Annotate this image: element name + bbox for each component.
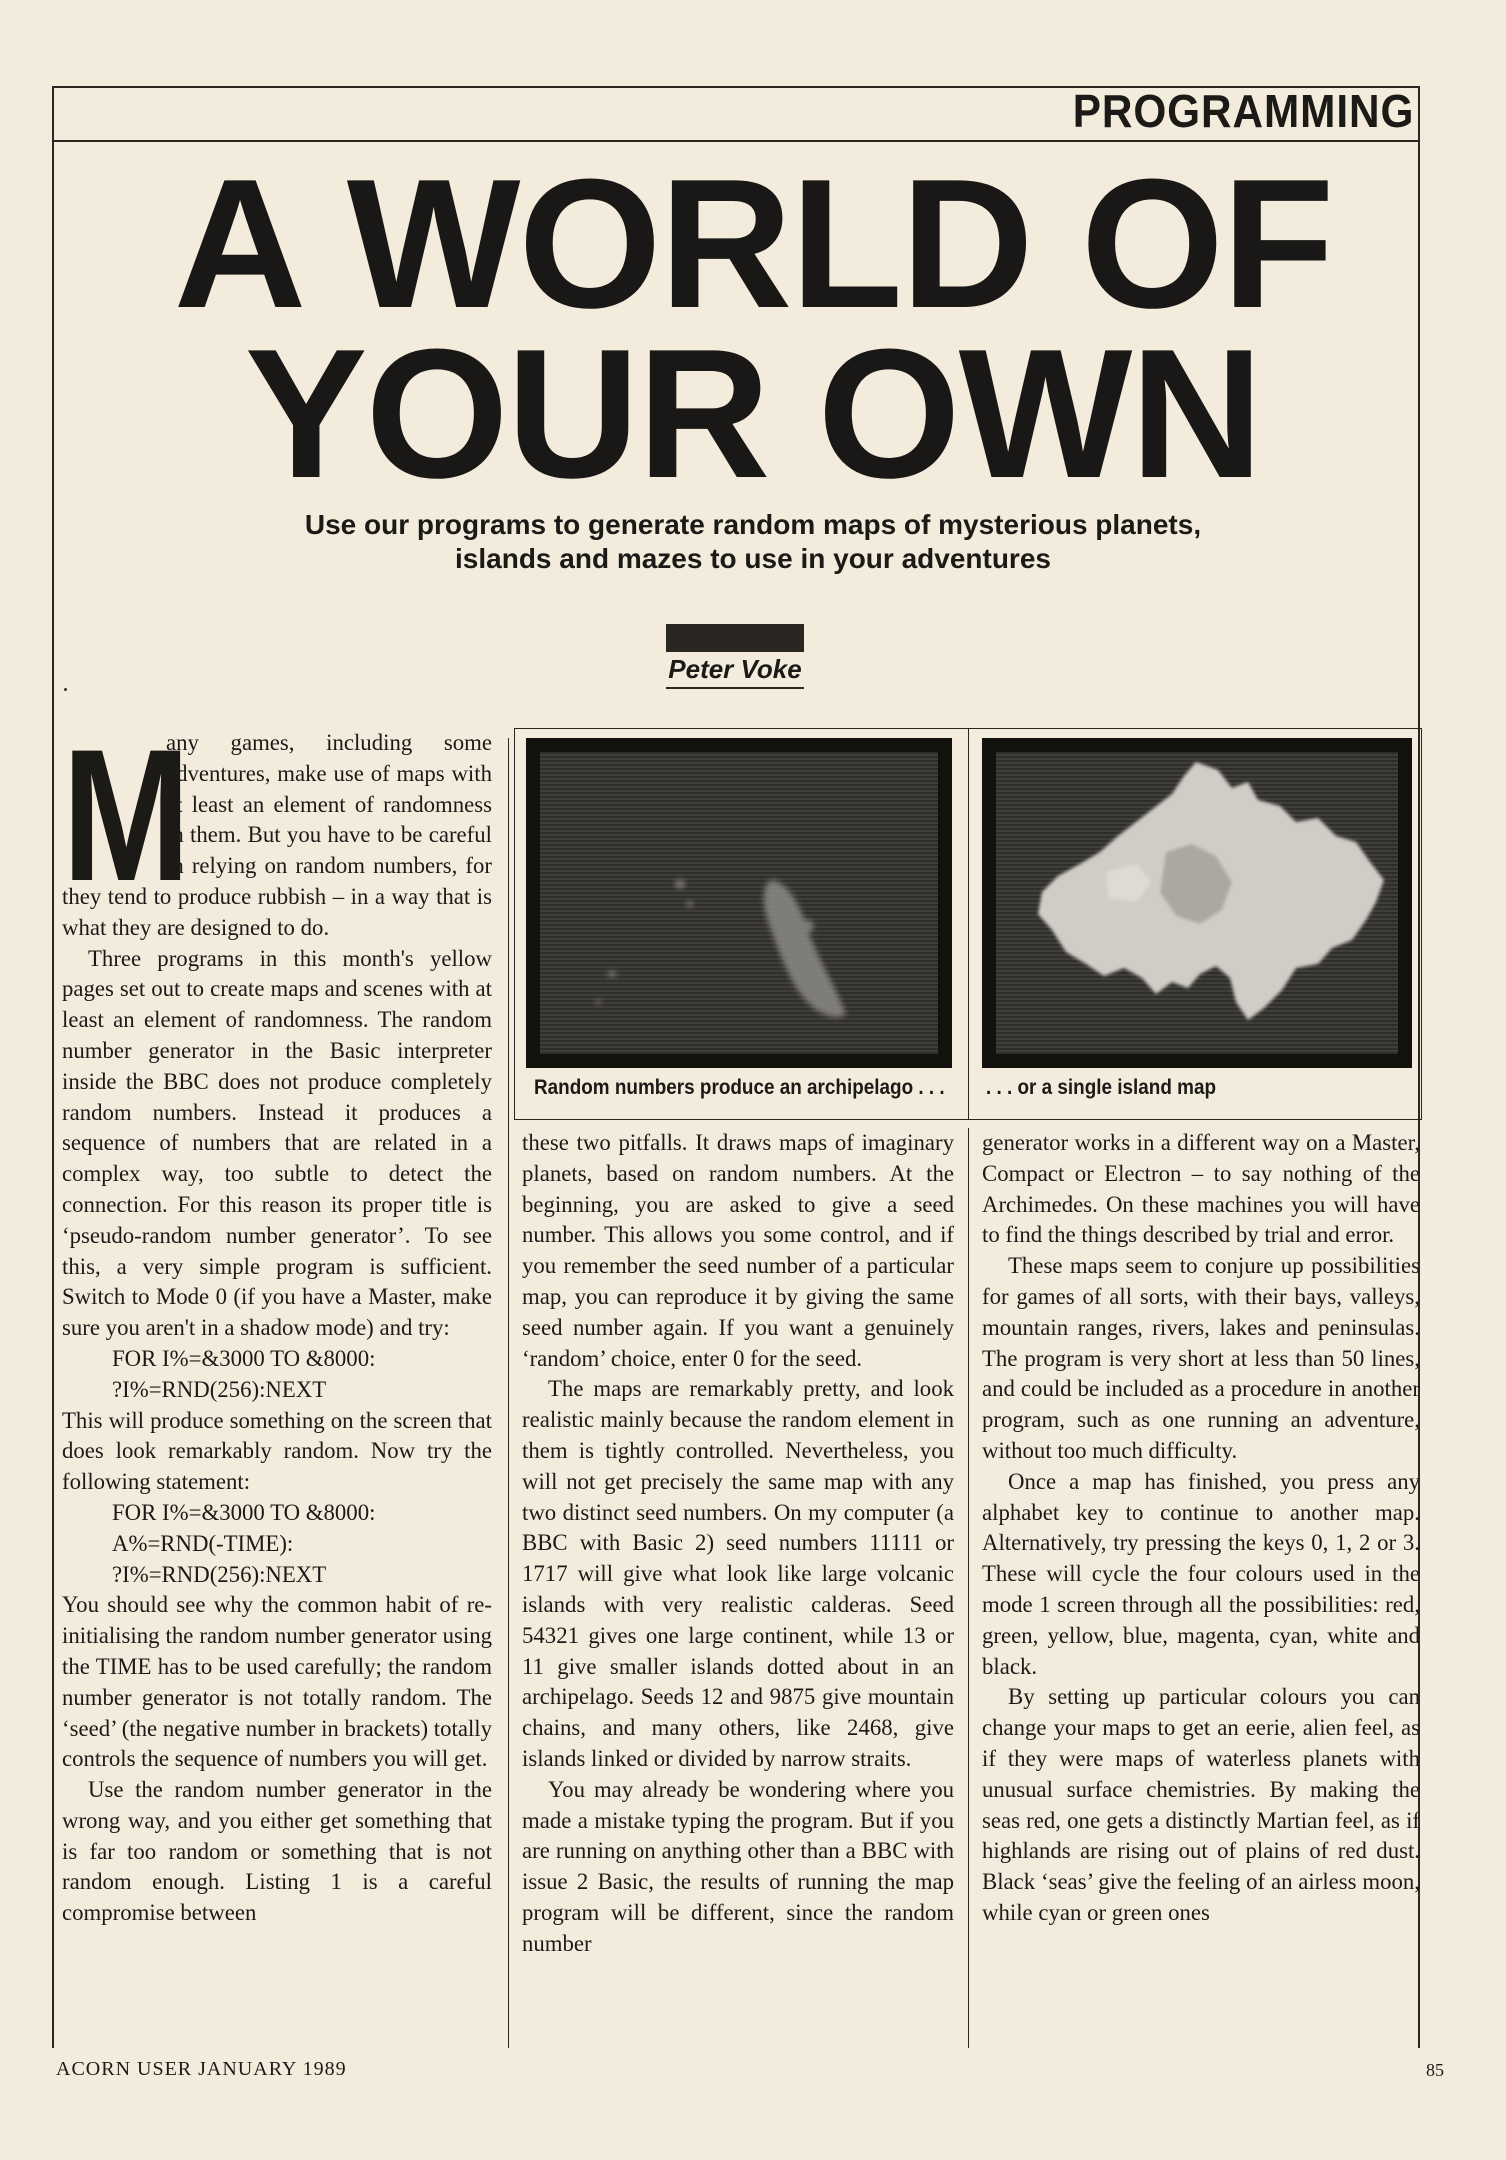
- island-screen: [996, 752, 1398, 1054]
- paragraph-7: The maps are remarkably pretty, and look realistic mainly because the random element in them is tightly controlled. Nevertheless, you will not get precisely the same map with any two distinct seed numbers. On my computer (a BBC with Basic 2) seed numbers 11111 or 1717 will give what look like large volcanic islands with very realistic calderas. Seed 54321 gives one large continent, while 13 or 11 give smaller islands dotted about in an archipelago. Seeds 12 and 9875 give mountain chains, and many others, like 2468, give islands linked or divided by narrow straits.: [522, 1376, 954, 1771]
- speck: [64, 688, 67, 691]
- paragraph-9: generator works in a different way on a Master, Compact or Electron – to say nothing of the Archimedes. On these machines you will have to find the things described by trial and error.: [982, 1130, 1420, 1248]
- column-divider-2: [968, 1128, 969, 2048]
- page-number: 85: [1426, 2060, 1444, 2080]
- column-divider-1: [508, 738, 509, 2048]
- island-map-graphic: [996, 752, 1398, 1054]
- byline: Peter Voke: [666, 654, 804, 689]
- column-3: [982, 1128, 1420, 1929]
- paragraph-2: Three programs in this month's yellow pages set out to create maps and scenes with at least an element of randomness. The random number generator in the Basic interpreter inside the BBC does not produce completely random numbers. Instead it produces a sequence of numbers that are related in a complex way, too subtle to detect the connection. For this reason its proper title is ‘pseudo-random number generator’. To see this, a very simple program is sufficient. Switch to Mode 0 (if you have a Master, make sure you aren't in a shadow mode) and try:: [62, 945, 492, 1341]
- standfirst: [0, 508, 1506, 576]
- standfirst-line-1: Use our programs to generate random maps of mysterious planets,: [304, 509, 1202, 540]
- paragraph-5: Use the random number generator in the wrong way, and you either get something that is far too random or something that is not random enough. Listing 1 is a careful compromise between: [62, 1777, 492, 1926]
- caption-left: Random numbers produce an archipelago . . .: [534, 1076, 945, 1099]
- code-line: ?I%=RND(256):NEXT: [112, 1376, 327, 1402]
- headline-line-2: YOUR OWN: [244, 310, 1262, 516]
- island-photo: [982, 738, 1412, 1068]
- paragraph-3: This will produce something on the screen that does look remarkably random. Now try the following statement:: [62, 1407, 492, 1495]
- paragraph-10: These maps seem to conjure up possibilities for games of all sorts, with their bays, valleys, mountain ranges, rivers, lakes and peninsulas. The program is very short at less than 50 lines, and could be included as a procedure in another program, such as one running an adventure, without too much difficulty.: [982, 1253, 1420, 1463]
- paragraph-11: Once a map has finished, you press any alphabet key to continue to another map. Alternatively, try pressing the keys 0, 1, 2 or 3. These will cycle the four colours used in the mode 1 screen through all the possibilities: red, green, yellow, blue, magenta, cyan, white and black.: [982, 1468, 1420, 1679]
- paragraph-1: [62, 710, 492, 944]
- headline-line-1: A WORLD OF: [173, 140, 1333, 346]
- archipelago-photo: [526, 738, 952, 1068]
- code-line: FOR I%=&3000 TO &8000:: [112, 1345, 376, 1371]
- paragraph-8: You may already be wondering where you made a mistake typing the program. But if you are running on anything other than a BBC with issue 2 Basic, the results of running the map program will be different, since the random number: [522, 1776, 954, 1956]
- paragraph-1-text: any games, including some adventures, make use of maps with at least an element of randomness in them. But you have to be careful in relying on random numbers, for they tend to produce rubbish – in a way that is what they are designed to do.: [62, 730, 492, 940]
- standfirst-line-2: islands and mazes to use in your adventures: [455, 543, 1051, 574]
- paragraph-12: By setting up particular colours you can change your maps to get an eerie, alien feel, as if they were maps of waterless planets with unusual surface chemistries. By making the seas red, one gets a distinctly Martian feel, as if highlands are rising out of plains of red dust. Black ‘seas’ give the feeling of an airless moon, while cyan or green ones: [982, 1684, 1420, 1925]
- code-line: A%=RND(-TIME):: [112, 1530, 294, 1556]
- code-line: FOR I%=&3000 TO &8000:: [112, 1499, 376, 1525]
- column-2: [522, 1128, 954, 1960]
- section-label: PROGRAMMING: [1072, 85, 1414, 137]
- paragraph-4: You should see why the common habit of re-initialising the random number generator using the TIME has to be used carefully; the random number generator is not totally random. The ‘seed’ (the negative number in brackets) totally controls the sequence of numbers you will get.: [62, 1592, 493, 1772]
- drop-cap: M: [62, 710, 191, 920]
- code-line: ?I%=RND(256):NEXT: [112, 1561, 327, 1587]
- archipelago-map-graphic: [540, 752, 938, 1054]
- caption-right: . . . or a single island map: [986, 1076, 1217, 1099]
- paragraph-6: these two pitfalls. It draws maps of imaginary planets, based on random numbers. At the beginning, you are asked to give a seed number. This allows you some control, and if you remember the seed number of a particular map, you can reproduce it by giving the same seed number again. If you want a genuinely ‘random’ choice, enter 0 for the seed.: [522, 1130, 954, 1371]
- archipelago-screen: [540, 752, 938, 1054]
- column-1: [62, 710, 493, 1929]
- photo-divider: [968, 728, 969, 1120]
- byline-bar: [666, 624, 804, 652]
- footer-publication: ACORN USER JANUARY 1989: [56, 2058, 347, 2080]
